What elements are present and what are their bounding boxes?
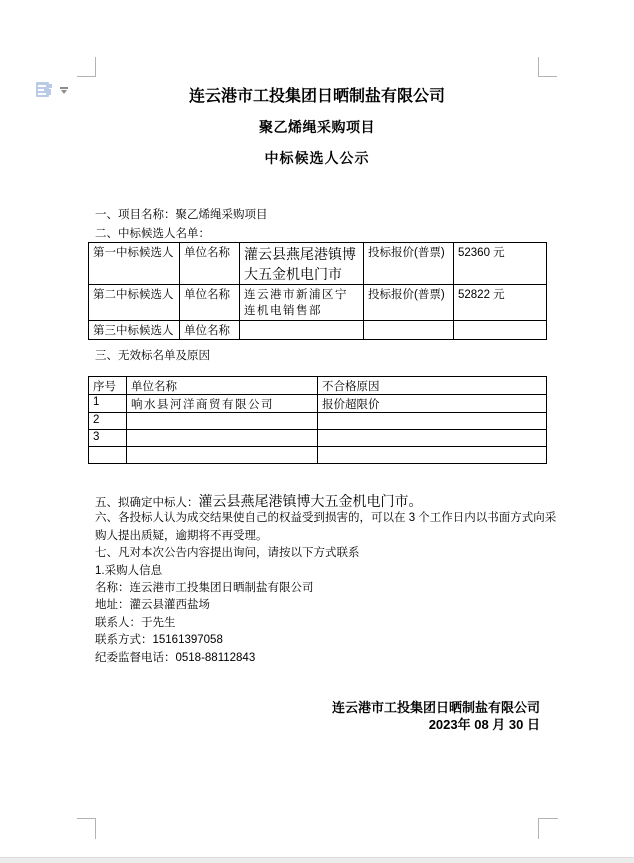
cell-unit-label: 单位名称 <box>180 285 240 321</box>
announcement-title: 中标候选人公示 <box>264 150 370 166</box>
cell-price-label: 投标报价(普票) <box>364 285 454 321</box>
discipline-supervision-phone: 纪委监督电话：0518-88112843 <box>95 651 256 664</box>
cell-no: 2 <box>89 413 127 430</box>
cell-reason <box>318 413 547 430</box>
header-no: 序号 <box>89 377 127 395</box>
crop-mark-top-right <box>538 57 557 77</box>
purchaser-name: 名称：连云港市工投集团日晒制盐有限公司 <box>95 581 314 594</box>
cell-reason <box>318 447 547 464</box>
section-3-heading: 三、无效标名单及原因 <box>95 350 210 362</box>
table-row <box>89 413 547 430</box>
section-5-prefix: 五、拟确定中标人： <box>95 497 199 509</box>
cell-rank: 第一中标候选人 <box>89 243 180 285</box>
purchaser-info-heading: 1.采购人信息 <box>95 564 163 577</box>
company-title: 连云港市工投集团日晒制盐有限公司 <box>188 88 445 105</box>
crop-mark-bottom-left <box>77 818 96 839</box>
contact-person: 联系人：于先生 <box>95 616 176 629</box>
signature-block <box>332 699 540 733</box>
cell-unit-label: 单位名称 <box>180 243 240 285</box>
purchaser-address: 地址：灌云县灌西盐场 <box>95 599 210 612</box>
header-reason: 不合格原因 <box>318 377 547 395</box>
cell-company <box>127 430 318 447</box>
cell-price-label <box>364 321 454 340</box>
cell-reason <box>318 430 547 447</box>
cell-company <box>240 321 364 340</box>
cell-reason: 报价超限价 <box>318 395 547 413</box>
cell-price-label: 投标报价(普票) <box>364 243 454 285</box>
cell-no: 1 <box>89 395 127 413</box>
project-title: 聚乙烯绳采购项目 <box>259 119 375 135</box>
cell-rank: 第二中标候选人 <box>89 285 180 321</box>
table-row <box>89 243 547 285</box>
section-5-winner-name: 灌云县燕尾港镇博大五金机电门市。 <box>198 493 423 509</box>
cell-company <box>127 413 318 430</box>
section-6-line-1: 六、各投标人认为成交结果使自己的权益受到损害的，可以在 3 个工作日内以书面方式向采 <box>95 512 557 525</box>
header-company: 单位名称 <box>127 377 318 395</box>
section-6-line-2: 购人提出质疑，逾期将不再受理。 <box>95 529 268 542</box>
cell-company: 响水县河洋商贸有限公司 <box>127 395 318 413</box>
section-5-winner-line <box>95 493 547 510</box>
body-paragraphs <box>95 493 557 667</box>
cell-price <box>454 321 547 340</box>
crop-mark-bottom-right <box>538 818 558 839</box>
signature-company: 连云港市工投集团日晒制盐有限公司 <box>331 700 540 715</box>
invalid-bids-table <box>88 376 547 464</box>
table-row <box>89 285 547 321</box>
section-7-line: 七、凡对本次公告内容提出询问，请按以下方式联系 <box>95 547 360 560</box>
cell-company <box>127 447 318 464</box>
section-1-project-name: 一、项目名称：聚乙烯绳采购项目 <box>95 209 268 221</box>
table-row <box>89 395 547 413</box>
contact-phone: 联系方式：15161397058 <box>95 634 223 647</box>
cell-rank: 第三中标候选人 <box>89 321 180 340</box>
candidates-table <box>88 242 547 340</box>
section-2-heading: 二、中标候选人名单： <box>95 228 210 240</box>
signature-date: 2023年 08 月 30 日 <box>428 717 540 732</box>
cell-no: 3 <box>89 430 127 447</box>
cell-unit-label: 单位名称 <box>180 321 240 340</box>
table-row <box>89 321 547 340</box>
cell-price: 52360 元 <box>454 243 547 285</box>
cell-company: 灌云县燕尾港镇博大五金机电门市 <box>240 243 364 285</box>
table-header-row <box>89 377 547 395</box>
cell-no <box>89 447 127 464</box>
crop-mark-top-left <box>77 57 96 77</box>
page-bottom-edge <box>0 857 634 863</box>
table-row <box>89 430 547 447</box>
cell-company: 连云港市新浦区宁连机电销售部 <box>240 285 364 321</box>
table-row <box>89 447 547 464</box>
cell-price: 52822 元 <box>454 285 547 321</box>
